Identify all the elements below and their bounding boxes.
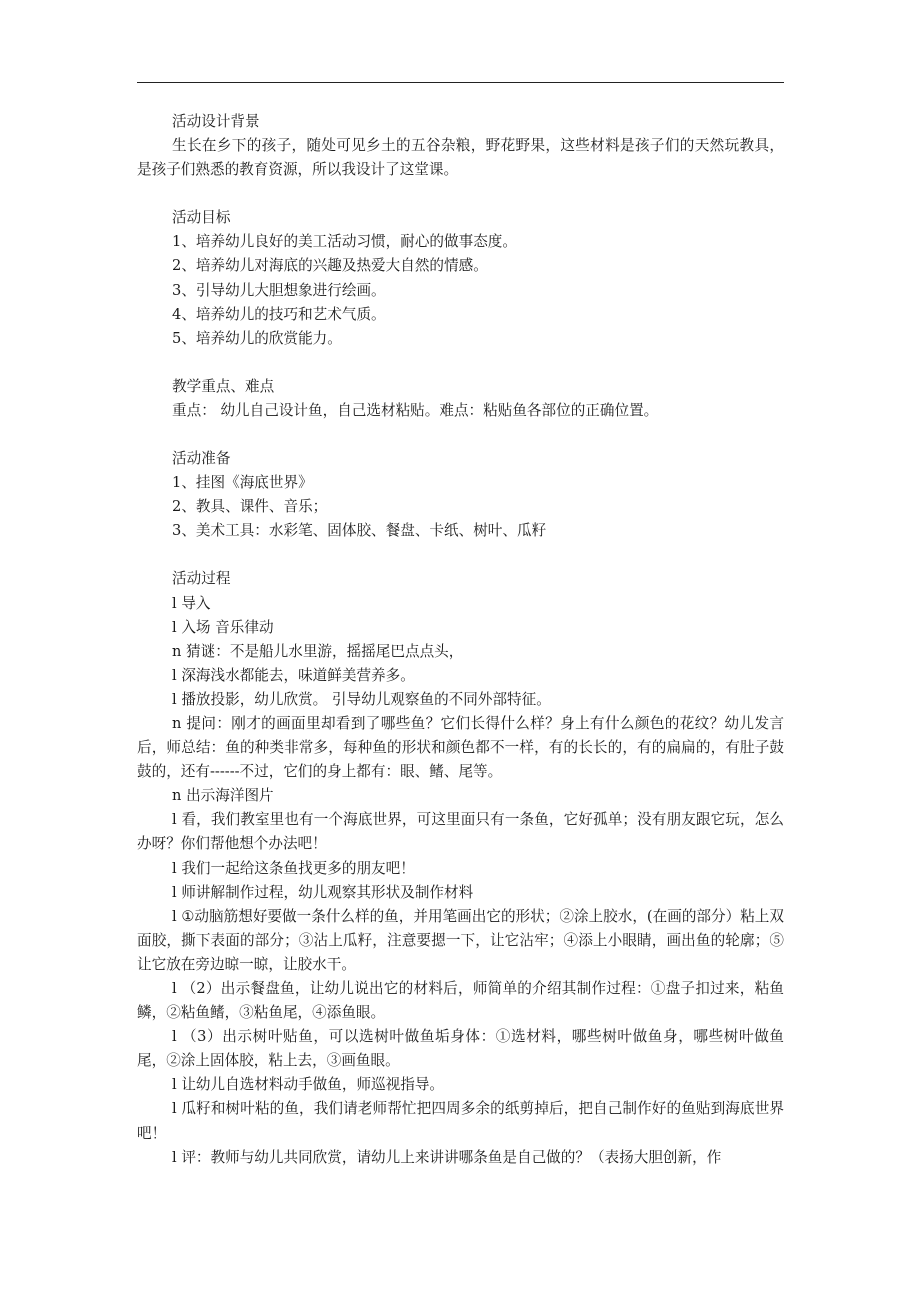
- goal-item: 1、培养幼儿良好的美工活动习惯，耐心的做事态度。: [172, 233, 517, 251]
- spacer: [137, 182, 784, 206]
- process-item: l （3）出示树叶贴鱼，可以选树叶做鱼垢身体：①选材料，哪些树叶做鱼身，哪些树叶做鱼尾，②涂上固体胶，粘上去，③画鱼眼。: [137, 1028, 784, 1070]
- process-item: l 看，我们教室里也有一个海底世界，可这里面只有一条鱼，它好孤单；没有朋友跟它玩，怎么办呀？你们帮他想个办法吧！: [137, 811, 784, 853]
- process-item: l ①动脑筋想好要做一条什么样的鱼，并用笔画出它的形状；②涂上胶水，(在画的部分）粘上双面胶，撕下表面的部分；③沾上瓜籽，注意要摁一下，让它沾牢；④添上小眼睛，画出鱼的轮廓；⑤让它放在旁边晾一晾，让胶水干。: [137, 907, 784, 973]
- process-item: l 评：教师与幼儿共同欣赏，请幼儿上来讲讲哪条鱼是自己做的？（表扬大胆创新，作: [172, 1148, 722, 1166]
- section-heading-background: 活动设计背景: [172, 113, 260, 130]
- spacer: [137, 543, 784, 567]
- process-item: l 我们一起给这条鱼找更多的朋友吧！: [172, 859, 415, 877]
- section-heading-process: 活动过程: [172, 570, 231, 588]
- process-item: l 师讲解制作过程，幼儿观察其形状及制作材料: [172, 883, 474, 901]
- process-item: l 入场 音乐律动: [172, 618, 274, 636]
- process-item: l 深海浅水都能去，味道鲜美营养多。: [172, 666, 415, 684]
- process-item: n 提问：刚才的画面里却看到了哪些鱼？它们长得什么样？身上有什么颜色的花纹？幼儿发言后，师总结：鱼的种类非常多，每种鱼的形状和颜色都不一样，有的长长的，有的扁扁的，有肚子鼓鼓的，还有------不过，它们的身上都有：眼、鳍、尾等。: [137, 714, 784, 781]
- preparation-item: 2、教具、课件、音乐；: [172, 498, 328, 516]
- header-rule: [137, 82, 784, 83]
- document-body: [137, 110, 784, 1170]
- process-item: n 出示海洋图片: [172, 787, 274, 805]
- goal-item: 4、培养幼儿的技巧和艺术气质。: [172, 305, 386, 323]
- spacer: [137, 351, 784, 375]
- goal-item: 3、引导幼儿大胆想象进行绘画。: [172, 281, 386, 299]
- section-heading-key-points: 教学重点、难点: [172, 377, 275, 395]
- process-item: l （2）出示餐盘鱼，让幼儿说出它的材料后，师简单的介绍其制作过程：①盘子扣过来，粘鱼鳞，②粘鱼鳍，③粘鱼尾，④添鱼眼。: [137, 980, 784, 1022]
- process-item: l 播放投影，幼儿欣赏。 引导幼儿观察鱼的不同外部特征。: [172, 690, 551, 708]
- process-item: l 让幼儿自选材料动手做鱼，师巡视指导。: [172, 1076, 445, 1094]
- section-heading-goals: 活动目标: [172, 209, 231, 227]
- key-points-paragraph: 重点： 幼儿自己设计鱼，自己选材粘贴。难点：粘贴鱼各部位的正确位置。: [172, 401, 659, 419]
- section-heading-preparation: 活动准备: [172, 450, 231, 468]
- preparation-item: 1、挂图《海底世界》: [172, 474, 313, 492]
- preparation-item: 3、美术工具：水彩笔、固体胶、餐盘、卡纸、树叶、瓜籽: [172, 522, 547, 540]
- process-item: l 瓜籽和树叶粘的鱼，我们请老师帮忙把四周多余的纸剪掉后，把自己制作好的鱼贴到海底世界吧！: [137, 1100, 784, 1142]
- background-paragraph: 生长在乡下的孩子，随处可见乡土的五谷杂粮，野花野果，这些材料是孩子们的天然玩教具，是孩子们熟悉的教育资源，所以我设计了这堂课。: [137, 137, 784, 179]
- spacer: [137, 423, 784, 447]
- goal-item: 5、培养幼儿的欣赏能力。: [172, 329, 342, 347]
- goal-item: 2、培养幼儿对海底的兴趣及热爱大自然的情感。: [172, 257, 488, 275]
- process-item: l 导入: [172, 594, 211, 612]
- process-item: n 猜谜：不是船儿水里游，摇摇尾巴点点头，: [172, 642, 464, 660]
